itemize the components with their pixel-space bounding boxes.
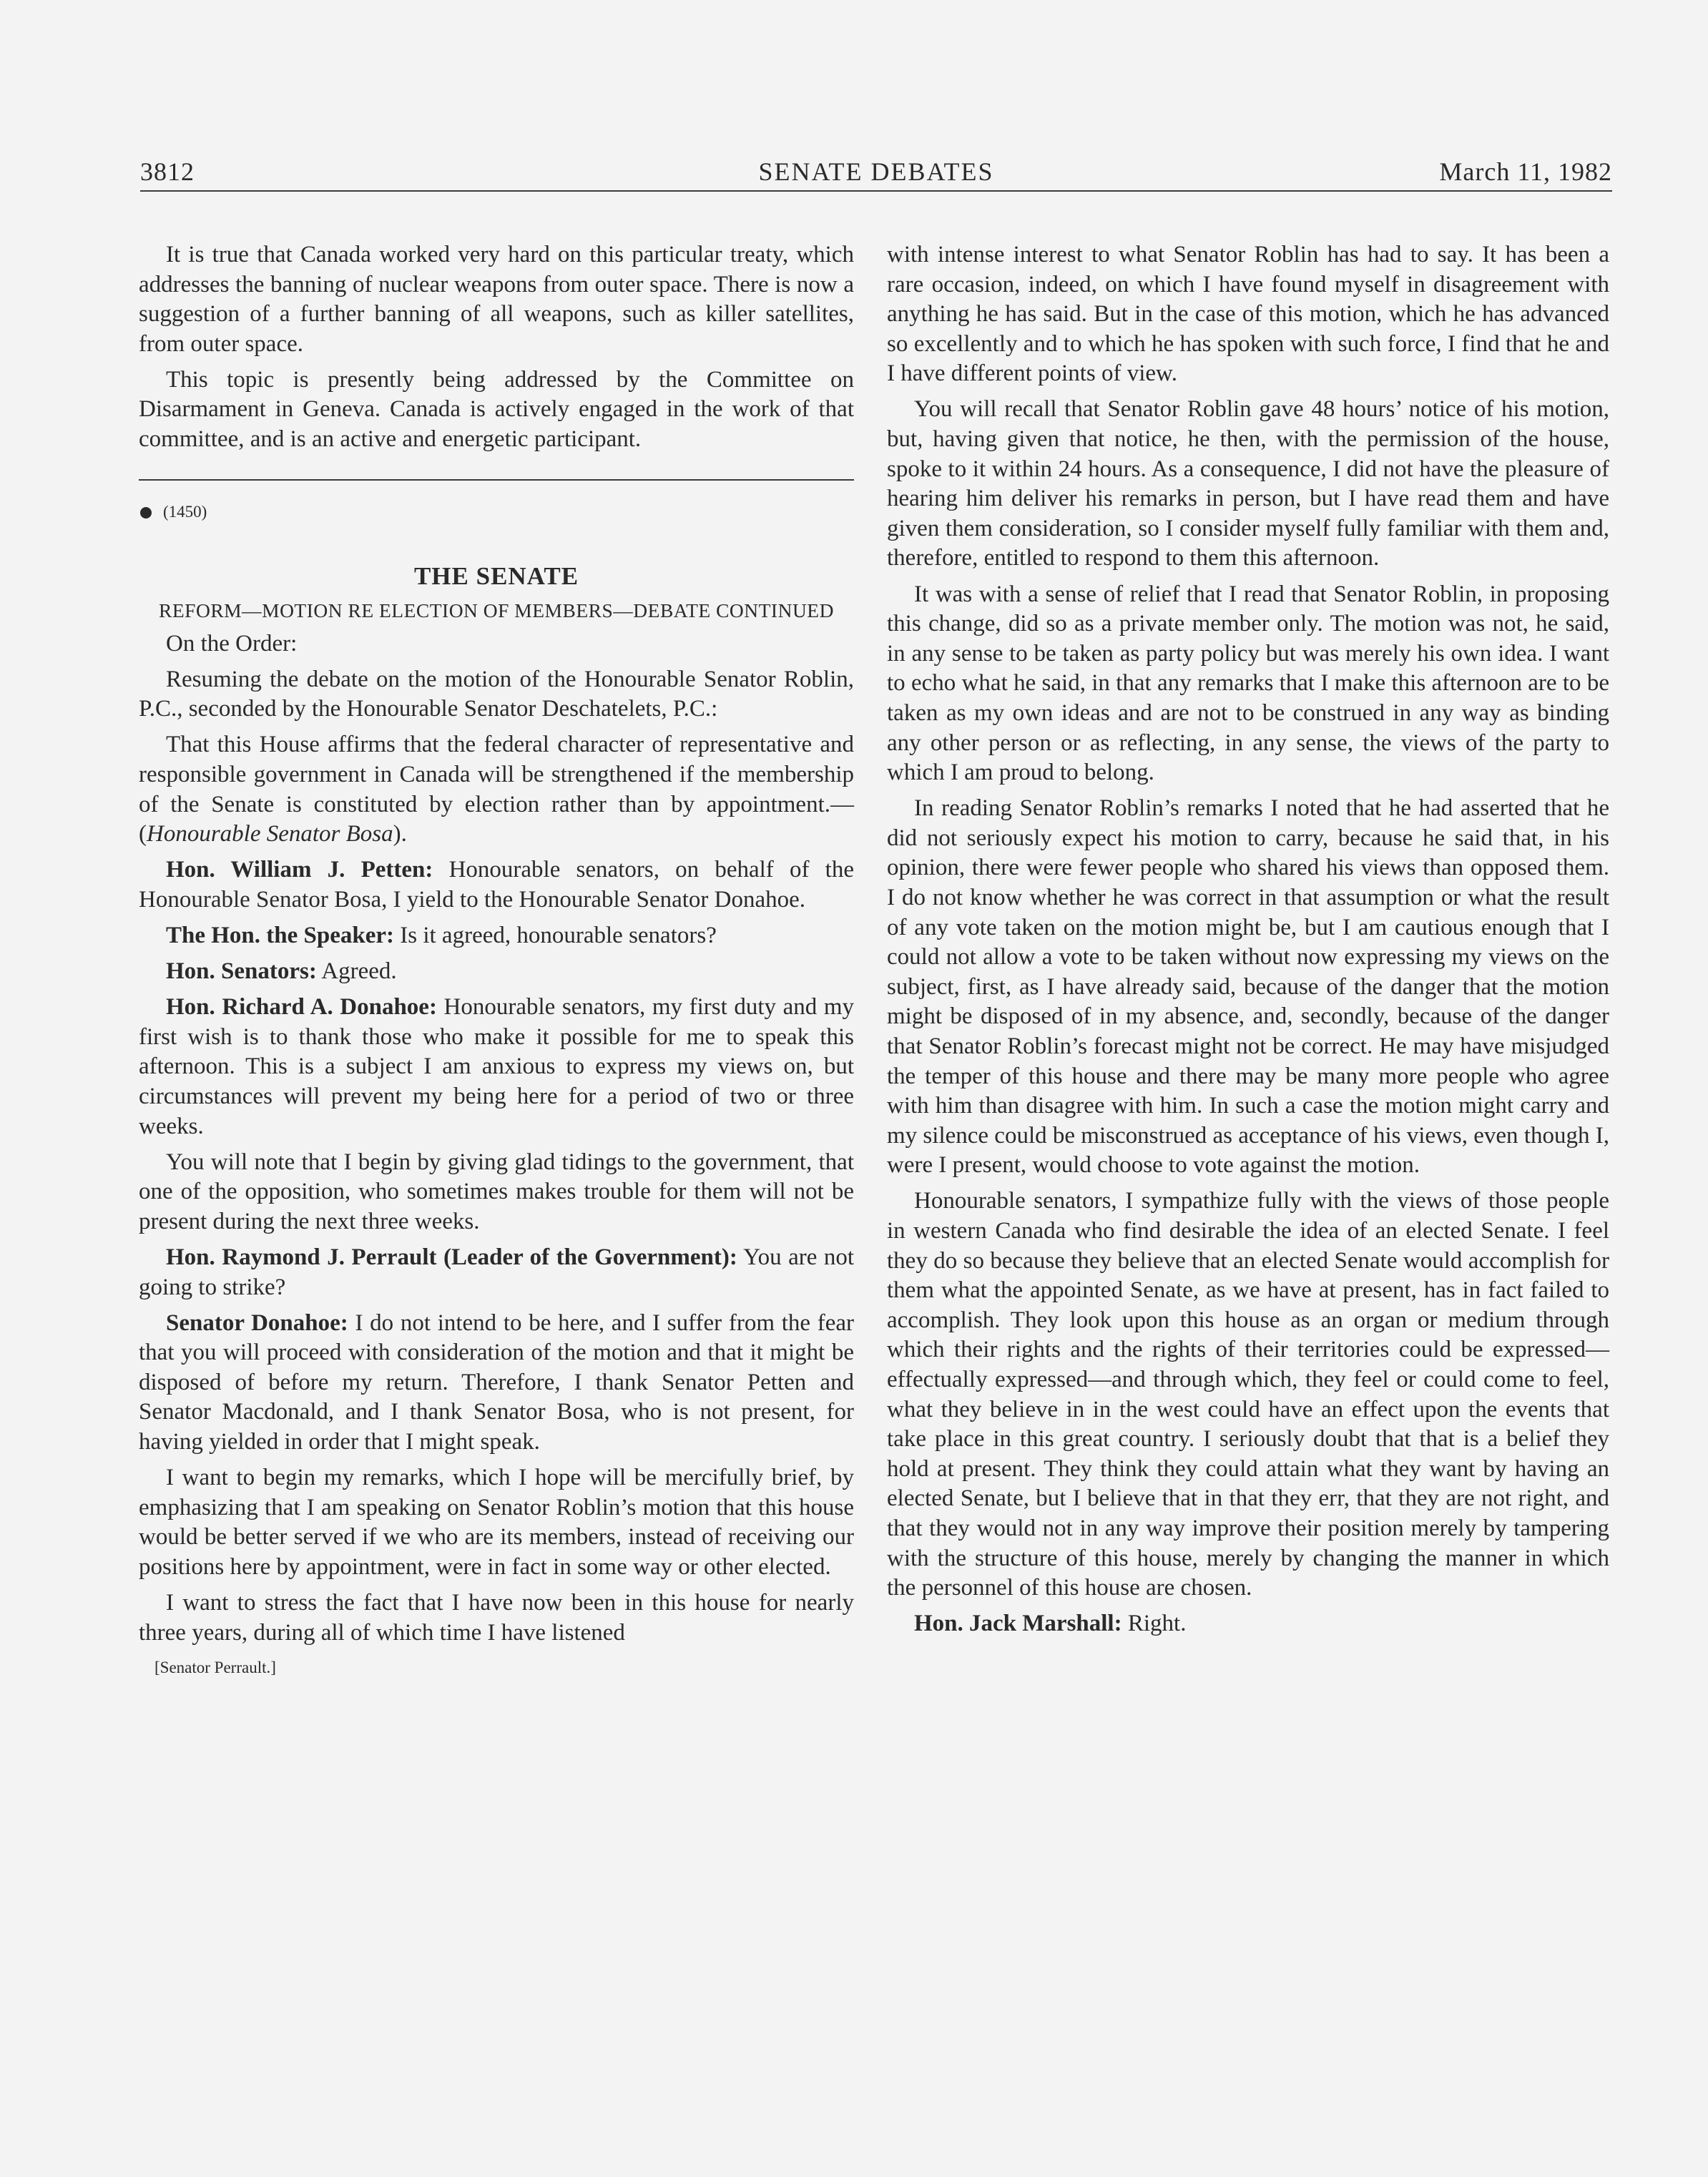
emphasis-text: Honourable Senator Bosa [147,821,393,847]
text-run: Agreed. [316,958,397,985]
text-run: Is it agreed, honourable senators? [394,923,717,948]
section-heading: THE SENATE [413,561,579,590]
time-stamp-text: (1450) [163,502,207,521]
running-header [140,154,1612,189]
speaker-name: Senator Donahoe: [166,1309,348,1336]
paragraph [139,1243,854,1302]
speaker-name: Hon. Senators: [166,958,317,985]
paragraph [139,1309,854,1458]
paragraph [139,365,854,455]
left-column [139,240,854,1681]
footer-note: [Senator Perrault.] [154,1658,276,1676]
page-number: 3812 [140,157,195,186]
paragraph [139,1148,854,1237]
paragraph [139,855,854,915]
text-run: I want to begin my remarks, which I hope will be mercifully brief, by emphasizing that I am speaking on Senator Roblin’s motion that this house would be better served if we who are its members, instead of receiving our positions here by appointment, were in fact in some way or other elected. [139,1465,854,1580]
text-run: I want to stress the fact that I have now been in this house for nearly three years, during all of which time I have listened [139,1589,854,1646]
paragraph [887,1609,1609,1639]
text-run: It was with a sense of relief that I read that Senator Roblin, in proposing this change, did so as a private member only. The motion was not, he said, in any sense to be taken as party policy but was merely his own idea. I want to echo what he said, in that any remarks that I make this afternoon are to be taken as my own ideas and are not to be construed in any way as binding any other person or as reflecting, in any sense, the views of the party to which I am proud to belong. [887,581,1609,786]
paragraph [887,395,1609,574]
paragraph [139,1463,854,1582]
text-run: You are not going to strike? [139,1244,855,1300]
text-run: In reading Senator Roblin’s remarks I noted that he had asserted that he did not seriously expect his motion to carry, because he said that, in his opinion, there were fewer people who shared his views than opposed them. I do not know whether he was correct in that assumption or what the result of any vote taken on the motion might be, but I am cautious enough that I could not allow a vote to be taken without now expressing my views on the subject, first, as I have already said, because of the danger that the motion might be disposed of in my absence, and, secondly, because of the danger that Senator Roblin’s forecast might not be correct. He may have misjudged the temper of this house and there may be many more people who agree with him than disagree with him. In such a case the motion might carry and my silence could be misconstrued as acceptance of his views, even though I, were I present, would choose to vote against the motion. [887,795,1609,1179]
header-date: March 11, 1982 [1439,157,1612,186]
paragraph [139,993,854,1141]
paragraph [887,240,1609,389]
text-run: This topic is presently being addressed by the Committee on Disarmament in Geneva. Canada is actively engaged in the work of that committee, and is an active and energetic participant. [139,366,854,453]
text-run: That this House affirms that the federal character of representative and responsible government in Canada will be strengthened if the membership of the Senate is constituted by election rather than by appointment.—( [139,732,854,847]
text-run: It is true that Canada worked very hard on this particular treaty, which addresses the banning of nuclear weapons from outer space. There is now a suggestion of a further banning of all weapons, such as killer satellites, from outer space. [139,242,854,357]
speaker-name: Hon. Raymond J. Perrault (Leader of the Government): [166,1244,737,1270]
text-run: Right. [1122,1611,1187,1637]
text-run: ). [393,821,407,847]
section-rule [139,479,854,481]
paragraph [139,240,854,359]
right-column [887,240,1609,1645]
publication-title: SENATE DEBATES [758,157,994,186]
paragraph [139,957,854,987]
text-run: Resuming the debate on the motion of the Honourable Senator Roblin, P.C., seconded by the Honourable Senator Deschatelets, P.C.: [139,666,854,722]
speaker-name: Hon. William J. Petten: [166,857,433,883]
text-run: I do not intend to be here, and I suffer from the fear that you will proceed with consideration of the motion and that it might be disposed of before my return. Therefore, I thank Senator Petten and Senator Macdonald, and I thank Senator Bosa, who is not present, for having yielded in order that I might speak. [139,1309,854,1455]
text-run: Honourable senators, on behalf of the Honourable Senator Bosa, I yield to the Honourable Senator Donahoe. [139,857,854,913]
text-run: You will recall that Senator Roblin gave 48 hours’ notice of his motion, but, having given that notice, he then, with the permission of the house, spoke to it within 24 hours. As a consequence, I did not have the pleasure of hearing him deliver his remarks in person, but I have read them and have given them consideration, so I consider myself fully familiar with them and, therefore, entitled to respond to them this afternoon. [887,396,1609,571]
paragraph [139,921,854,951]
text-run: with intense interest to what Senator Roblin has had to say. It has been a rare occasion, indeed, on which I have found myself in disagreement with anything he has said. But in the case of this motion, which he has advanced so excellently and to which he has spoken with such force, I find that he and I have different points of view. [887,242,1609,387]
paragraph [139,1588,854,1648]
text-run: On the Order: [166,630,298,657]
text-run: Honourable senators, my first duty and my first wish is to thank those who make it possible for me to speak this afternoon. This is a subject I am anxious to express my views on, but circumstances will prevent my being here for a period of two or three weeks. [139,994,854,1139]
speaker-name: Hon. Jack Marshall: [914,1611,1122,1637]
paragraph [887,794,1609,1181]
subsection-heading: REFORM—MOTION RE ELECTION OF MEMBERS—DEBATE CONTINUED [159,599,834,621]
time-stamp [140,498,854,526]
text-run: Honourable senators, I sympathize fully with the views of those people in western Canada who find desirable the idea of an elected Senate. I feel they do so because they believe that an elected Senate would accomplish for them what the appointed Senate, as we have at present, has in fact failed to accomplish. They look upon this house as an organ or medium through which their rights and the rights of their territories could be expressed—effectually expressed—and through which, they feel or could come to feel, what they believe in in the west could have an effect upon the events that take place in this great country. I seriously doubt that that is a belief they hold at present. They think they could attain what they want by having an elected Senate, but I believe that in that they err, that they are not right, and that they would not in any way improve their position merely by tampering with the structure of this house, merely by changing the manner in which the personnel of this house are chosen. [887,1188,1609,1601]
header-rule [140,190,1612,192]
paragraph [887,580,1609,788]
speaker-name: Hon. Richard A. Donahoe: [166,994,437,1021]
paragraph [887,1186,1609,1603]
bullet-icon [140,507,152,519]
motion-quote [139,665,854,724]
order-line [139,629,854,659]
text-run: You will note that I begin by giving glad tidings to the government, that one of the opposition, who sometimes makes trouble for them will not be present during the next three weeks. [139,1149,854,1234]
speaker-name: The Hon. the Speaker: [166,923,395,948]
motion-quote [139,730,854,849]
